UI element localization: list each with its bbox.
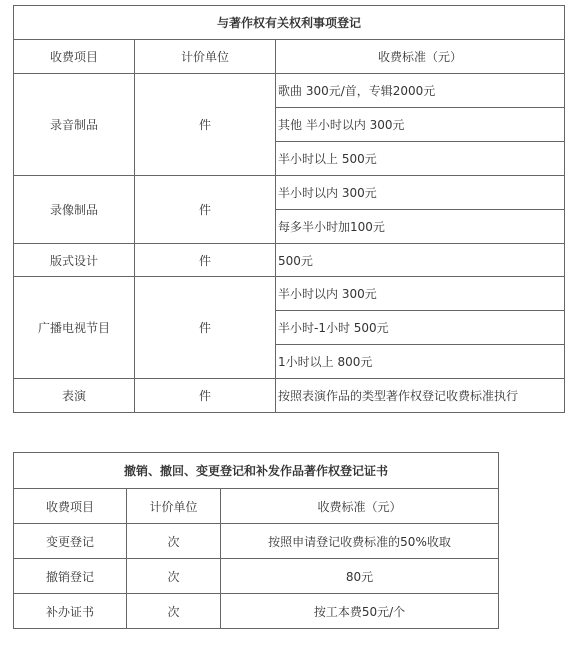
table-row bbox=[14, 379, 565, 413]
table-row bbox=[14, 594, 499, 629]
unit-cell: 件 bbox=[135, 379, 276, 413]
table-row bbox=[14, 559, 499, 594]
header-fee-item: 收费项目 bbox=[14, 40, 135, 74]
unit-cell: 件 bbox=[135, 74, 276, 176]
standard-cell: 按照申请登记收费标准的50%收取 bbox=[221, 524, 499, 559]
standard-cell: 每多半小时加100元 bbox=[276, 210, 565, 244]
header-unit: 计价单位 bbox=[135, 40, 276, 74]
standard-cell: 按照表演作品的类型著作权登记收费标准执行 bbox=[276, 379, 565, 413]
standard-cell: 1小时以上 800元 bbox=[276, 345, 565, 379]
standard-cell: 半小时-1小时 500元 bbox=[276, 311, 565, 345]
standard-cell: 半小时以内 300元 bbox=[276, 176, 565, 210]
header-unit: 计价单位 bbox=[127, 489, 221, 524]
table-title: 与著作权有关权利事项登记 bbox=[14, 6, 565, 40]
table-header-row bbox=[14, 40, 565, 74]
table-row bbox=[14, 277, 565, 311]
unit-cell: 次 bbox=[127, 524, 221, 559]
fee-item-cell: 撤销登记 bbox=[14, 559, 127, 594]
header-fee-standard: 收费标准（元） bbox=[221, 489, 499, 524]
fee-item-cell: 变更登记 bbox=[14, 524, 127, 559]
standard-cell: 80元 bbox=[221, 559, 499, 594]
fee-item-cell: 表演 bbox=[14, 379, 135, 413]
header-fee-item: 收费项目 bbox=[14, 489, 127, 524]
standard-cell: 歌曲 300元/首，专辑2000元 bbox=[276, 74, 565, 108]
table-row bbox=[14, 244, 565, 277]
fee-item-cell: 补办证书 bbox=[14, 594, 127, 629]
table-row bbox=[14, 176, 565, 210]
standard-cell: 半小时以上 500元 bbox=[276, 142, 565, 176]
fee-item-cell: 版式设计 bbox=[14, 244, 135, 277]
fee-item-cell: 录音制品 bbox=[14, 74, 135, 176]
standard-cell: 按工本费50元/个 bbox=[221, 594, 499, 629]
table-row bbox=[14, 74, 565, 108]
unit-cell: 次 bbox=[127, 594, 221, 629]
table-title-row bbox=[14, 453, 499, 489]
unit-cell: 次 bbox=[127, 559, 221, 594]
unit-cell: 件 bbox=[135, 176, 276, 244]
standard-cell: 其他 半小时以内 300元 bbox=[276, 108, 565, 142]
standard-cell: 500元 bbox=[276, 244, 565, 277]
unit-cell: 件 bbox=[135, 277, 276, 379]
table-header-row bbox=[14, 489, 499, 524]
unit-cell: 件 bbox=[135, 244, 276, 277]
table-row bbox=[14, 524, 499, 559]
fee-item-cell: 录像制品 bbox=[14, 176, 135, 244]
header-fee-standard: 收费标准（元） bbox=[276, 40, 565, 74]
table-title-row bbox=[14, 6, 565, 40]
table-title: 撤销、撤回、变更登记和补发作品著作权登记证书 bbox=[14, 453, 499, 489]
fee-item-cell: 广播电视节目 bbox=[14, 277, 135, 379]
revocation-change-fee-table bbox=[13, 452, 499, 629]
standard-cell: 半小时以内 300元 bbox=[276, 277, 565, 311]
copyright-related-fee-table bbox=[13, 5, 565, 413]
